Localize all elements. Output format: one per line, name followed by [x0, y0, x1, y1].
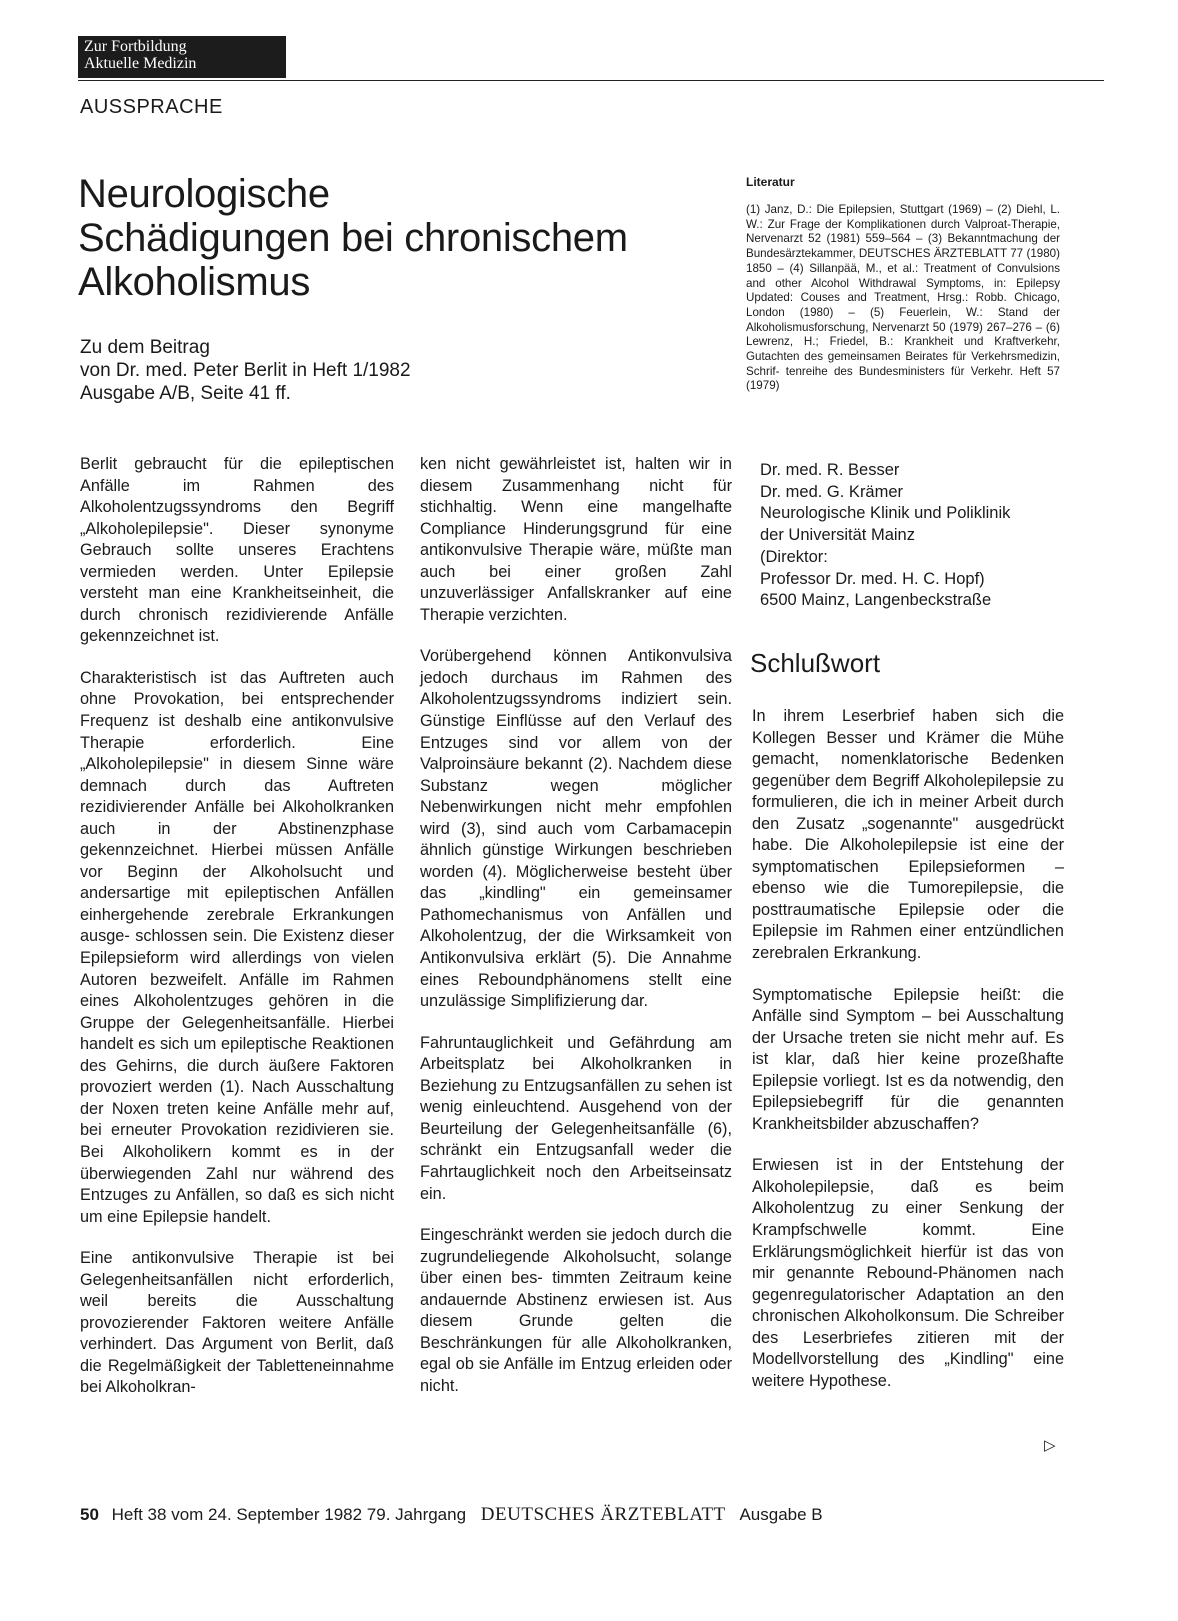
author-line: Professor Dr. med. H. C. Hopf) — [760, 569, 985, 588]
section-label-line2: Aktuelle Medizin — [84, 55, 197, 72]
letter-paragraph-continued: ken nicht gewährleistet ist, halten wir in diesem Zusammenhang nicht für stichhaltig. Wenn eine mangelhafte Compliance Hinderungsgrund für eine antikonvulsive Therapie wäre, müßte man auch bei einer großen Zahl unzuverlässiger Anfallskranker auf eine Therapie verzichten. — [420, 455, 732, 624]
references-heading: Literatur — [746, 175, 795, 189]
article-title-line1: Neurologische — [78, 172, 330, 216]
article-title-line3: Alkoholismus — [78, 260, 311, 304]
continue-arrow-icon: ▷ — [1044, 1437, 1056, 1454]
author-line: (Direktor: — [760, 547, 828, 566]
header-rule — [78, 80, 1104, 81]
letter-column-1 — [80, 454, 394, 1419]
author-line: Dr. med. R. Besser — [760, 461, 900, 479]
author-line: Dr. med. G. Krämer — [760, 482, 904, 501]
letter-column-2 — [420, 454, 732, 1417]
kicker: AUSSPRACHE — [80, 96, 223, 118]
author-line: 6500 Mainz, Langenbeckstraße — [760, 591, 992, 610]
author-block — [760, 460, 1080, 612]
reply-paragraph: In ihrem Leserbrief haben sich die Kollegen Besser und Krämer die Mühe gemacht, nomenklatorische Bedenken gegenüber dem Begriff Alkoholepilepsie zu formulieren, die ich in meiner Arbeit durch den Zusatz „sogenannte" ausgedrückt habe. Die Alkoholepilepsie ist eine der symptomatischen Epilepsieformen – ebenso wie die Tumorepilepsie, die posttraumatische Epilepsie oder die Epilepsie im Rahmen einer entzündlichen zerebralen Erkrankung. — [752, 707, 1064, 963]
author-line: Neurologische Klinik und Poliklinik — [760, 504, 1011, 523]
page-footer — [80, 1504, 823, 1526]
letter-paragraph: Eingeschränkt werden sie jedoch durch die zugrundeliegende Alkoholsucht, solange über einen bes- timmten Zeitraum keine andauernde Abstinenz erwiesen ist. Aus diesem Grunde gelten die Beschränkungen für alle Alkoholkranken, egal ob sie Anfälle im Entzug erleiden oder nicht. — [420, 1226, 732, 1395]
references-list: (1) Janz, D.: Die Epilepsien, Stuttgart (1969) – (2) Diehl, L. W.: Zur Frage der Komplikationen durch Valproat-Therapie, Nervenarzt 52 (1981) 559–564 – (3) Bekanntmachung der Bundesärztekammer, DEUTSCHES ÄRZTEBLATT 77 (1980) 1850 – (4) Sillanpää, M., et al.: Treatment of Convulsions and other Alcohol Withdrawal Symptoms, in: Epilepsy Updated: Couses and Treatment, Hrsg.: Robb. Chicago, London (1980) – (5) Feuerlein, W.: Stand der Alkoholismusforschung, Nervenarzt 50 (1979) 267–276 – (6) Lewrenz, H.; Friedel, B.: Krankheit und Kraftverkehr, Gutachten des gemeinsamen Beirates für Verkehrsmedizin, Schrif- tenreihe des Bundesministers für Verkehr. Heft 57 (1979) — [746, 203, 1060, 393]
journal-name: DEUTSCHES ÄRZTEBLATT — [480, 1504, 726, 1525]
letter-paragraph: Vorübergehend können Antikonvulsiva jedoch durchaus im Rahmen des Alkoholentzugssyndroms indiziert sein. Günstige Einflüsse auf den Verlauf des Entzuges sind vor allem von der Valproinsäure bekannt (2). Nachdem diese Substanz wegen möglicher Nebenwirkungen nicht mehr empfohlen wird (3), sind auch vom Carbamacepin ähnlich günstige Wirkungen beschrieben worden (4). Möglicherweise besteht über das „kindling" ein gemeinsamer Pathomechanismus von Anfällen und Alkoholentzug, der die Wirksamkeit von Antikonvulsiva erklärt (5). Die Annahme eines Reboundphänomens stellt eine unzulässige Simplifizierung dar. — [420, 647, 732, 1011]
letter-paragraph: Berlit gebraucht für die epileptischen Anfälle im Rahmen des Alkoholentzugssyndroms den Begriff „Alkoholepilepsie". Dieser synonyme Gebrauch sollte unseres Erachtens vermieden werden. Unter Epilepsie versteht man eine Krankheitseinheit, die durch chronisch rezidivierende Anfälle gekennzeichnet ist. — [80, 455, 394, 646]
letter-paragraph: Eine antikonvulsive Therapie ist bei Gelegenheitsanfällen nicht erforderlich, weil bereits die Ausschaltung provozierender Faktoren weitere Anfälle verhindert. Das Argument von Berlit, daß die Regelmäßigkeit der Tabletteneinnahme bei Alkoholkran- — [80, 1249, 394, 1397]
subtitle-line1: Zu dem Beitrag — [80, 337, 210, 358]
subtitle-line3: Ausgabe A/B, Seite 41 ff. — [80, 383, 291, 404]
subtitle-line2: von Dr. med. Peter Berlit in Heft 1/1982 — [80, 360, 411, 381]
letter-paragraph: Charakteristisch ist das Auftreten auch ohne Provokation, bei entsprechender Frequenz ist deshalb eine antikonvulsive Therapie erforderlich. Eine „Alkoholepilepsie" in diesem Sinne wäre demnach durch das Auftreten rezidivierender Anfälle bei Alkoholkranken auch in der Abstinenzphase gekennzeichnet. Hierbei müssen Anfälle vor Beginn der Alkoholsucht und andersartige mit epileptischen Anfällen einhergehende zerebrale Erkrankungen ausge- schlossen sein. Die Existenz dieser Epilepsieform wird allerdings von vielen Autoren bezweifelt. Anfälle im Rahmen eines Alkoholentzuges gehören in die Gruppe der Gelegenheitsanfälle. Hierbei handelt es sich um epileptische Reaktionen des Gehirns, die durch äußere Faktoren provoziert werden (1). Nach Ausschaltung der Noxen treten keine Anfälle mehr auf, bei erneuter Provokation rezidivieren sie. Bei Alkoholikern kommt es in der überwiegenden Zahl nur während des Entzuges zu Anfällen, so daß es sich nicht um eine Epilepsie handelt. — [80, 668, 394, 1226]
letter-paragraph: Fahruntauglichkeit und Gefährdung am Arbeitsplatz bei Alkoholkranken in Beziehung zu Entzugsanfällen zu sehen ist wenig einleuchtend. Ausgehend von der Beurteilung der Gelegenheitsanfälle (6), schränkt ein Entzugsanfall weder die Fahrtauglichkeit noch den Arbeitseinsatz ein. — [420, 1033, 732, 1203]
article-title-line2: Schädigungen bei chronischem — [78, 216, 628, 260]
article-subtitle — [80, 336, 540, 405]
reply-paragraph: Symptomatische Epilepsie heißt: die Anfälle sind Symptom – bei Ausschaltung der Ursache treten sie nicht mehr auf. Es ist klar, daß hier keine prozeßhafte Epilepsie vorliegt. Ist es da notwendig, den Epilepsiebegriff für die genannten Krankheitsbilder abzuschaffen? — [752, 985, 1064, 1133]
section-label — [78, 36, 286, 78]
reply-heading: Schlußwort — [750, 648, 881, 678]
reply-paragraph: Erwiesen ist in der Entstehung der Alkoholepilepsie, daß es beim Alkoholentzug zu einer Senkung der Krampfschwelle kommt. Eine Erklärungsmöglichkeit hierfür ist das von mir genannte Rebound-Phänomen nach gegenregulatorischer Adaptation an den chronischen Alkoholkonsum. Die Schreiber des Leserbriefes zitieren mit der Modellvorstellung des „Kindling" eine weitere Hypothese. — [752, 1156, 1064, 1390]
reply-column — [752, 706, 1064, 1412]
issue-info: Heft 38 vom 24. September 1982 79. Jahrgang — [111, 1505, 467, 1524]
article-title — [78, 172, 718, 304]
section-label-line1: Zur Fortbildung — [84, 38, 187, 55]
author-line: der Universität Mainz — [760, 526, 915, 545]
edition-label: Ausgabe B — [739, 1505, 823, 1524]
page-number: 50 — [80, 1505, 99, 1524]
